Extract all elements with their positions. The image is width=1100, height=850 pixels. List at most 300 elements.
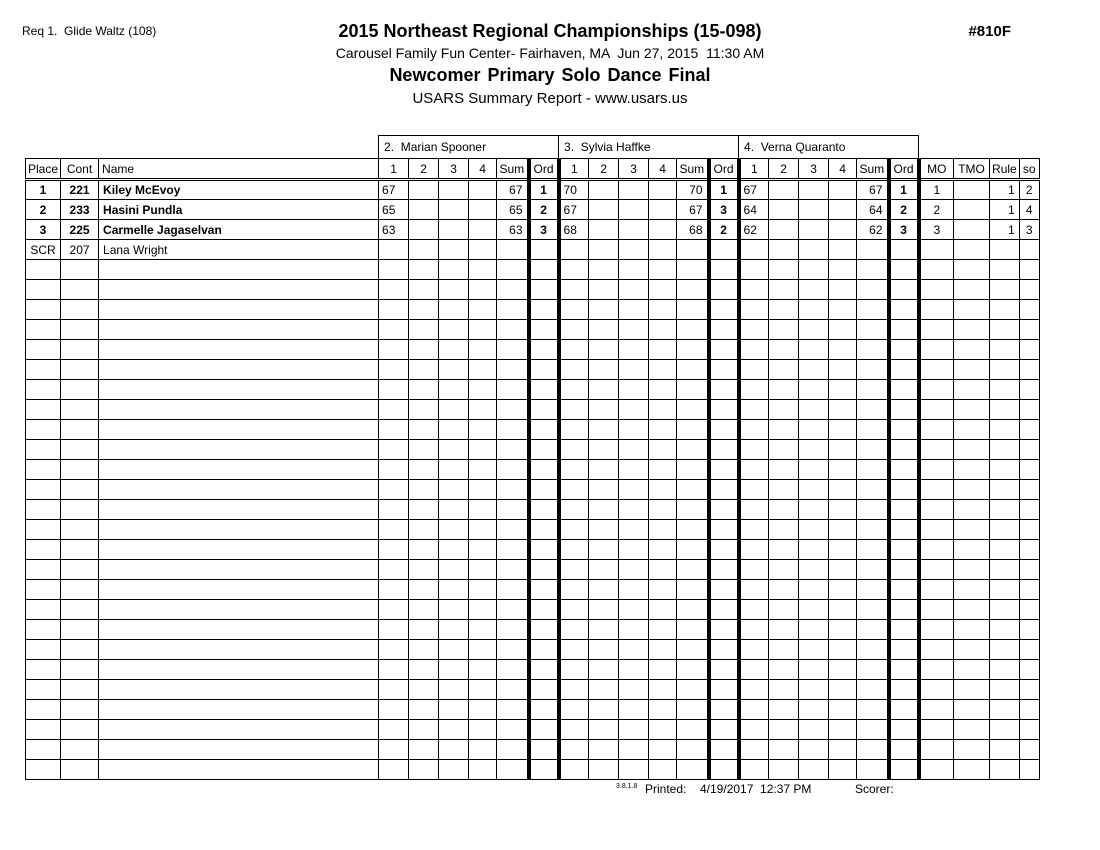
empty-tmo-cell [954, 740, 990, 760]
ord-cell: 2 [889, 200, 919, 220]
empty-sum-cell [677, 640, 709, 660]
empty-sum-cell [857, 480, 889, 500]
empty-tmo-cell [954, 720, 990, 740]
empty-sum-cell [857, 700, 889, 720]
empty-score-cell [829, 560, 857, 580]
empty-score-cell [409, 400, 439, 420]
col-header-1: 1 [379, 159, 409, 180]
empty-tmo-cell [954, 540, 990, 560]
empty-score-cell [799, 720, 829, 740]
empty-tmo-cell [954, 500, 990, 520]
empty-score-cell [559, 700, 589, 720]
score-cell [619, 240, 649, 260]
empty-sum-cell [497, 400, 529, 420]
empty-tmo-cell [954, 760, 990, 780]
empty-sum-cell [857, 400, 889, 420]
empty-score-cell [649, 660, 677, 680]
empty-score-cell [649, 540, 677, 560]
empty-score-cell [829, 640, 857, 660]
empty-table-row [26, 740, 1040, 760]
empty-ord-cell [709, 720, 739, 740]
empty-score-cell [799, 300, 829, 320]
empty-ord-cell [709, 360, 739, 380]
empty-cont-cell [61, 540, 99, 560]
empty-ord-cell [889, 260, 919, 280]
empty-place-cell [26, 280, 61, 300]
sum-cell: 67 [857, 180, 889, 200]
empty-score-cell [799, 760, 829, 780]
empty-score-cell [469, 580, 497, 600]
empty-score-cell [619, 620, 649, 640]
empty-sum-cell [857, 680, 889, 700]
empty-name-cell [99, 260, 379, 280]
empty-so-cell [1019, 600, 1039, 620]
empty-place-cell [26, 620, 61, 640]
empty-ord-cell [709, 680, 739, 700]
empty-rule-cell [990, 580, 1020, 600]
empty-score-cell [589, 480, 619, 500]
score-cell: 67 [559, 200, 589, 220]
empty-cont-cell [61, 420, 99, 440]
empty-score-cell [649, 440, 677, 460]
empty-so-cell [1019, 740, 1039, 760]
empty-score-cell [379, 320, 409, 340]
empty-ord-cell [529, 740, 559, 760]
empty-mo-cell [919, 560, 954, 580]
empty-table-row [26, 260, 1040, 280]
empty-score-cell [379, 540, 409, 560]
empty-ord-cell [889, 520, 919, 540]
empty-mo-cell [919, 580, 954, 600]
empty-name-cell [99, 700, 379, 720]
empty-so-cell [1019, 720, 1039, 740]
empty-place-cell [26, 460, 61, 480]
empty-ord-cell [889, 560, 919, 580]
empty-mo-cell [919, 300, 954, 320]
championship-title: 2015 Northeast Regional Championships (15-098) [338, 21, 762, 41]
empty-table-row [26, 620, 1040, 640]
judge-name-header: 2. Marian Spooner [379, 136, 559, 159]
empty-sum-cell [677, 400, 709, 420]
empty-sum-cell [497, 440, 529, 460]
empty-sum-cell [677, 340, 709, 360]
cont-number-cell: 225 [61, 220, 99, 240]
empty-place-cell [26, 260, 61, 280]
empty-mo-cell [919, 680, 954, 700]
empty-score-cell [649, 600, 677, 620]
empty-score-cell [649, 400, 677, 420]
tmo-cell [954, 240, 990, 260]
empty-score-cell [439, 520, 469, 540]
empty-score-cell [739, 360, 769, 380]
empty-score-cell [589, 300, 619, 320]
empty-place-cell [26, 340, 61, 360]
empty-score-cell [559, 480, 589, 500]
empty-ord-cell [709, 300, 739, 320]
empty-table-row [26, 300, 1040, 320]
empty-ord-cell [529, 340, 559, 360]
empty-sum-cell [677, 660, 709, 680]
empty-score-cell [589, 340, 619, 360]
score-cell: 64 [739, 200, 769, 220]
empty-mo-cell [919, 760, 954, 780]
score-cell: 67 [379, 180, 409, 200]
empty-ord-cell [889, 580, 919, 600]
empty-score-cell [559, 640, 589, 660]
empty-score-cell [769, 420, 799, 440]
page-footer [0, 781, 1100, 801]
empty-ord-cell [889, 720, 919, 740]
empty-ord-cell [889, 500, 919, 520]
empty-ord-cell [889, 340, 919, 360]
empty-table-row [26, 680, 1040, 700]
empty-rule-cell [990, 620, 1020, 640]
empty-score-cell [739, 580, 769, 600]
empty-score-cell [769, 500, 799, 520]
empty-tmo-cell [954, 300, 990, 320]
ord-cell: 1 [709, 180, 739, 200]
empty-cont-cell [61, 320, 99, 340]
empty-score-cell [829, 440, 857, 460]
empty-rule-cell [990, 380, 1020, 400]
empty-sum-cell [677, 280, 709, 300]
empty-ord-cell [889, 360, 919, 380]
empty-rule-cell [990, 600, 1020, 620]
empty-ord-cell [889, 320, 919, 340]
empty-sum-cell [497, 640, 529, 660]
empty-score-cell [619, 720, 649, 740]
empty-sum-cell [677, 740, 709, 760]
empty-ord-cell [709, 700, 739, 720]
empty-score-cell [379, 380, 409, 400]
empty-score-cell [799, 500, 829, 520]
empty-rule-cell [990, 340, 1020, 360]
empty-table-row [26, 460, 1040, 480]
score-cell [589, 220, 619, 240]
empty-score-cell [799, 260, 829, 280]
empty-sum-cell [497, 720, 529, 740]
empty-score-cell [769, 340, 799, 360]
empty-ord-cell [709, 580, 739, 600]
empty-score-cell [619, 380, 649, 400]
empty-so-cell [1019, 620, 1039, 640]
col-header-sum: Sum [677, 159, 709, 180]
empty-ord-cell [709, 460, 739, 480]
col-header-3: 3 [439, 159, 469, 180]
empty-score-cell [439, 680, 469, 700]
empty-ord-cell [889, 300, 919, 320]
place-cell: 2 [26, 200, 61, 220]
empty-score-cell [409, 580, 439, 600]
empty-sum-cell [857, 280, 889, 300]
rule-cell: 1 [990, 200, 1020, 220]
empty-sum-cell [857, 660, 889, 680]
empty-name-cell [99, 440, 379, 460]
empty-rule-cell [990, 320, 1020, 340]
empty-score-cell [409, 300, 439, 320]
report-title: USARS Summary Report - www.usars.us [412, 90, 688, 107]
empty-score-cell [589, 500, 619, 520]
empty-place-cell [26, 440, 61, 460]
empty-name-cell [99, 620, 379, 640]
empty-score-cell [829, 720, 857, 740]
empty-cont-cell [61, 280, 99, 300]
empty-mo-cell [919, 340, 954, 360]
empty-ord-cell [889, 660, 919, 680]
empty-score-cell [739, 400, 769, 420]
empty-mo-cell [919, 520, 954, 540]
ord-cell: 3 [529, 220, 559, 240]
empty-score-cell [649, 420, 677, 440]
empty-sum-cell [677, 420, 709, 440]
empty-name-cell [99, 720, 379, 740]
empty-score-cell [769, 400, 799, 420]
empty-score-cell [829, 400, 857, 420]
col-header-sum: Sum [497, 159, 529, 180]
score-cell [799, 180, 829, 200]
ord-cell [529, 240, 559, 260]
empty-score-cell [829, 280, 857, 300]
empty-score-cell [829, 380, 857, 400]
empty-ord-cell [529, 480, 559, 500]
score-cell [409, 220, 439, 240]
empty-cont-cell [61, 440, 99, 460]
empty-score-cell [649, 620, 677, 640]
empty-tmo-cell [954, 660, 990, 680]
empty-ord-cell [889, 700, 919, 720]
empty-place-cell [26, 320, 61, 340]
empty-table-row [26, 360, 1040, 380]
empty-score-cell [379, 560, 409, 580]
tmo-cell [954, 220, 990, 240]
empty-ord-cell [889, 600, 919, 620]
empty-tmo-cell [954, 280, 990, 300]
col-header-2: 2 [769, 159, 799, 180]
so-cell: 4 [1019, 200, 1039, 220]
empty-score-cell [829, 340, 857, 360]
empty-score-cell [829, 740, 857, 760]
sum-cell [497, 240, 529, 260]
empty-cont-cell [61, 740, 99, 760]
empty-mo-cell [919, 440, 954, 460]
empty-score-cell [649, 740, 677, 760]
empty-sum-cell [857, 440, 889, 460]
empty-ord-cell [529, 500, 559, 520]
empty-score-cell [409, 660, 439, 680]
empty-score-cell [589, 260, 619, 280]
empty-sum-cell [677, 380, 709, 400]
empty-score-cell [799, 400, 829, 420]
empty-score-cell [829, 500, 857, 520]
empty-sum-cell [497, 520, 529, 540]
empty-ord-cell [529, 400, 559, 420]
empty-score-cell [799, 280, 829, 300]
empty-so-cell [1019, 340, 1039, 360]
empty-score-cell [619, 360, 649, 380]
empty-so-cell [1019, 440, 1039, 460]
empty-score-cell [409, 440, 439, 460]
empty-rule-cell [990, 460, 1020, 480]
empty-sum-cell [857, 260, 889, 280]
empty-score-cell [589, 620, 619, 640]
empty-table-row [26, 720, 1040, 740]
empty-score-cell [769, 480, 799, 500]
empty-score-cell [379, 660, 409, 680]
empty-sum-cell [857, 540, 889, 560]
empty-score-cell [619, 580, 649, 600]
empty-score-cell [469, 280, 497, 300]
judge-name-header: 3. Sylvia Haffke [559, 136, 739, 159]
empty-so-cell [1019, 320, 1039, 340]
empty-tmo-cell [954, 480, 990, 500]
empty-score-cell [559, 660, 589, 680]
empty-sum-cell [857, 300, 889, 320]
empty-score-cell [379, 740, 409, 760]
col-header-ord: Ord [709, 159, 739, 180]
empty-score-cell [559, 620, 589, 640]
empty-place-cell [26, 560, 61, 580]
empty-name-cell [99, 480, 379, 500]
empty-ord-cell [889, 380, 919, 400]
empty-cont-cell [61, 380, 99, 400]
empty-sum-cell [497, 620, 529, 640]
empty-score-cell [469, 300, 497, 320]
empty-score-cell [739, 600, 769, 620]
empty-score-cell [409, 380, 439, 400]
printed-label: Printed: [645, 782, 687, 796]
empty-score-cell [379, 520, 409, 540]
empty-score-cell [739, 560, 769, 580]
empty-name-cell [99, 320, 379, 340]
empty-score-cell [619, 400, 649, 420]
empty-sum-cell [497, 320, 529, 340]
empty-score-cell [469, 760, 497, 780]
empty-sum-cell [857, 620, 889, 640]
empty-name-cell [99, 660, 379, 680]
empty-score-cell [769, 620, 799, 640]
empty-score-cell [379, 420, 409, 440]
empty-place-cell [26, 480, 61, 500]
empty-score-cell [649, 380, 677, 400]
empty-rule-cell [990, 520, 1020, 540]
empty-score-cell [409, 340, 439, 360]
empty-table-row [26, 440, 1040, 460]
empty-score-cell [469, 380, 497, 400]
empty-mo-cell [919, 400, 954, 420]
empty-mo-cell [919, 700, 954, 720]
rule-cell [990, 240, 1020, 260]
score-cell [559, 240, 589, 260]
empty-score-cell [799, 440, 829, 460]
empty-score-cell [829, 620, 857, 640]
empty-score-cell [619, 540, 649, 560]
empty-ord-cell [709, 400, 739, 420]
empty-mo-cell [919, 380, 954, 400]
empty-score-cell [559, 300, 589, 320]
score-cell [469, 180, 497, 200]
empty-sum-cell [677, 720, 709, 740]
empty-score-cell [439, 380, 469, 400]
empty-score-cell [739, 480, 769, 500]
empty-score-cell [799, 460, 829, 480]
event-title: Newcomer Primary Solo Dance Final [389, 65, 711, 85]
rule-cell: 1 [990, 220, 1020, 240]
cont-number-cell: 233 [61, 200, 99, 220]
empty-so-cell [1019, 760, 1039, 780]
empty-name-cell [99, 560, 379, 580]
empty-mo-cell [919, 480, 954, 500]
empty-score-cell [379, 260, 409, 280]
empty-score-cell [469, 700, 497, 720]
empty-sum-cell [497, 420, 529, 440]
empty-score-cell [799, 580, 829, 600]
empty-so-cell [1019, 680, 1039, 700]
empty-ord-cell [889, 480, 919, 500]
empty-score-cell [439, 360, 469, 380]
empty-score-cell [439, 440, 469, 460]
score-cell [469, 220, 497, 240]
empty-ord-cell [709, 340, 739, 360]
table-body [26, 180, 1040, 780]
empty-table-row [26, 540, 1040, 560]
tmo-cell [954, 200, 990, 220]
empty-sum-cell [857, 360, 889, 380]
empty-score-cell [409, 280, 439, 300]
empty-name-cell [99, 640, 379, 660]
table-row [26, 200, 1040, 220]
empty-score-cell [409, 700, 439, 720]
empty-sum-cell [497, 380, 529, 400]
empty-score-cell [799, 660, 829, 680]
empty-score-cell [469, 660, 497, 680]
empty-score-cell [439, 760, 469, 780]
empty-score-cell [769, 700, 799, 720]
empty-ord-cell [529, 580, 559, 600]
empty-score-cell [589, 580, 619, 600]
empty-place-cell [26, 500, 61, 520]
empty-ord-cell [529, 260, 559, 280]
empty-ord-cell [889, 740, 919, 760]
empty-place-cell [26, 580, 61, 600]
empty-so-cell [1019, 660, 1039, 680]
empty-score-cell [619, 500, 649, 520]
empty-ord-cell [709, 760, 739, 780]
col-header-4: 4 [829, 159, 857, 180]
so-cell [1019, 240, 1039, 260]
score-cell: 68 [559, 220, 589, 240]
score-cell [439, 240, 469, 260]
empty-score-cell [379, 400, 409, 420]
empty-score-cell [439, 480, 469, 500]
empty-score-cell [379, 700, 409, 720]
empty-score-cell [379, 500, 409, 520]
score-cell: 63 [379, 220, 409, 240]
empty-score-cell [649, 700, 677, 720]
empty-ord-cell [529, 660, 559, 680]
empty-score-cell [559, 440, 589, 460]
empty-tmo-cell [954, 320, 990, 340]
empty-mo-cell [919, 280, 954, 300]
empty-ord-cell [889, 620, 919, 640]
col-header-ord: Ord [529, 159, 559, 180]
empty-tmo-cell [954, 520, 990, 540]
empty-ord-cell [529, 440, 559, 460]
empty-table-row [26, 380, 1040, 400]
software-version: 3.8.1.8 [616, 783, 638, 790]
empty-score-cell [589, 680, 619, 700]
empty-score-cell [589, 420, 619, 440]
empty-cont-cell [61, 720, 99, 740]
